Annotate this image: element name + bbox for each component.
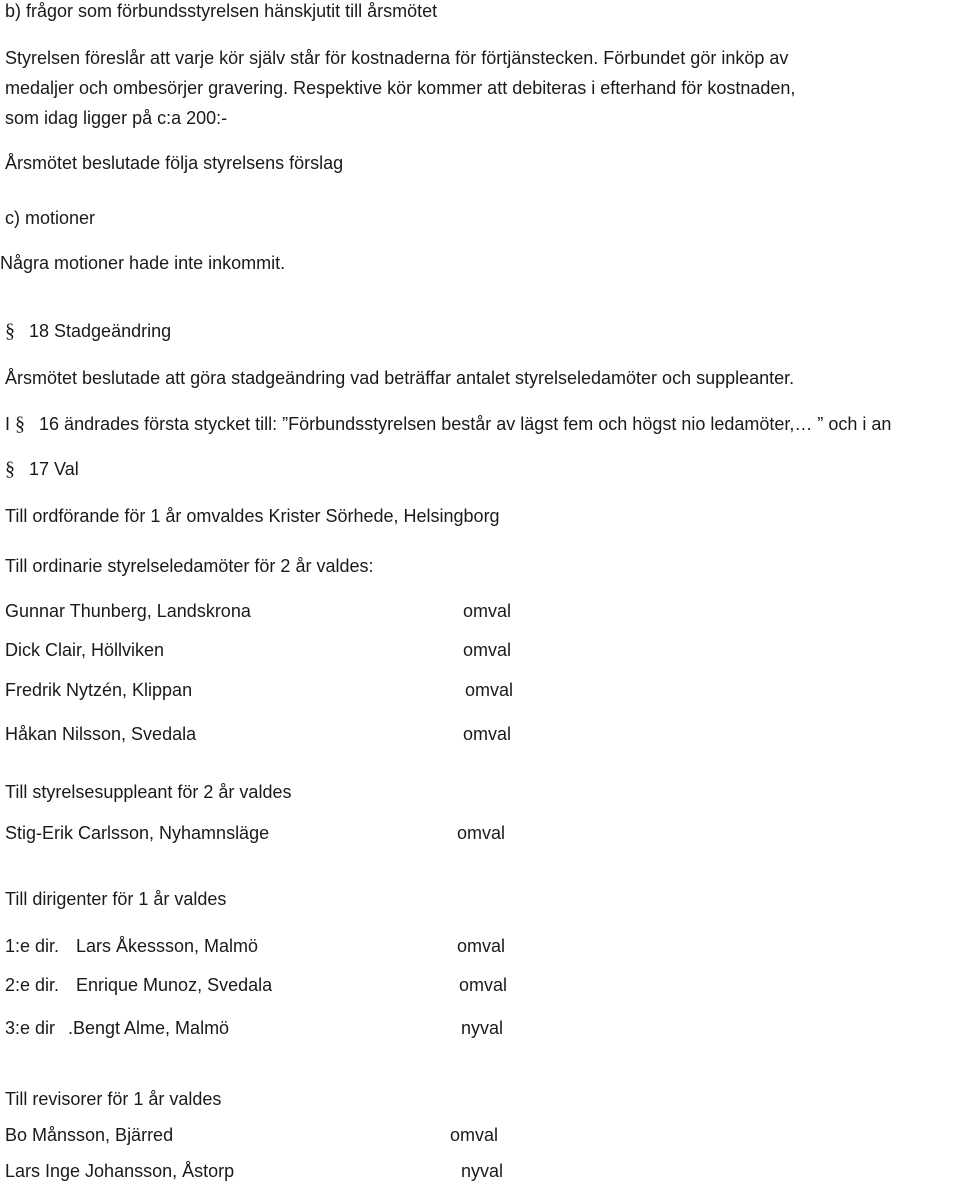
conductors-heading: Till dirigenter för 1 år valdes [5,889,227,909]
paragraph-18-change-text: 16 ändrades första stycket till: ”Förbundsstyrelsen består av lägst fem och högst nio ledamöter,… ” och i an [39,414,892,434]
auditor-status: nyval [461,1161,504,1181]
conductor-role: 1:e dir. [5,936,60,956]
paragraph-18-decision: Årsmötet beslutade att göra stadgeändring vad beträffar antalet styrelseledamöter och suppleanter. [5,368,795,388]
paragraph-18-change-prefix: I [5,414,11,434]
paragraph-18-change [5,413,891,435]
chair-election: Till ordförande för 1 år omvaldes Krister Sörhede, Helsingborg [5,506,500,526]
conductor-name: Enrique Munoz, Svedala [76,975,273,995]
conductor-status: omval [459,975,508,995]
section-b-heading: b) frågor som förbundsstyrelsen hänskjutit till årsmötet [5,1,438,21]
conductor-status: omval [457,936,506,956]
section-c-body: Några motioner hade inte inkommit. [0,253,286,273]
board-member-status: omval [465,680,514,700]
section-c-heading: c) motioner [5,208,96,228]
conductor-name: .Bengt Alme, Malmö [68,1018,230,1038]
deputy-heading: Till styrelsesuppleant för 2 år valdes [5,782,292,802]
paragraph-symbol: § [15,413,26,435]
paragraph-18-heading: 18 Stadgeändring [29,321,172,341]
paragraph-17-title [5,458,79,480]
section-b-body-line-3: som idag ligger på c:a 200:- [5,108,228,128]
section-b-body-line-2: medaljer och ombesörjer gravering. Respektive kör kommer att debiteras i efterhand för kostnaden, [5,78,796,98]
board-member-name: Gunnar Thunberg, Landskrona [5,601,251,621]
board-member-name: Fredrik Nytzén, Klippan [5,680,193,700]
auditors-heading: Till revisorer för 1 år valdes [5,1089,222,1109]
paragraph-17-heading: 17 Val [29,459,79,479]
board-member-status: omval [463,640,512,660]
auditor-name: Lars Inge Johansson, Åstorp [5,1161,235,1181]
board-member-status: omval [463,724,512,744]
auditor-name: Bo Månsson, Bjärred [5,1125,174,1145]
deputy-name: Stig-Erik Carlsson, Nyhamnsläge [5,823,270,843]
paragraph-18-title [5,320,171,342]
board-member-status: omval [463,601,512,621]
board-heading: Till ordinarie styrelseledamöter för 2 år valdes: [5,556,374,576]
auditor-status: omval [450,1125,499,1145]
board-member-name: Dick Clair, Höllviken [5,640,165,660]
paragraph-symbol: § [5,458,15,480]
conductor-status: nyval [461,1018,504,1038]
board-member-name: Håkan Nilsson, Svedala [5,724,197,744]
section-b-decision: Årsmötet beslutade följa styrelsens förslag [5,153,344,173]
deputy-status: omval [457,823,506,843]
conductor-role: 3:e dir [5,1018,56,1038]
paragraph-symbol: § [5,320,15,342]
conductor-role: 2:e dir. [5,975,60,995]
section-b-body-line-1: Styrelsen föreslår att varje kör själv står för kostnaderna för förtjänstecken. Förbundet gör inköp av [5,48,789,68]
conductor-name: Lars Åkessson, Malmö [76,936,259,956]
